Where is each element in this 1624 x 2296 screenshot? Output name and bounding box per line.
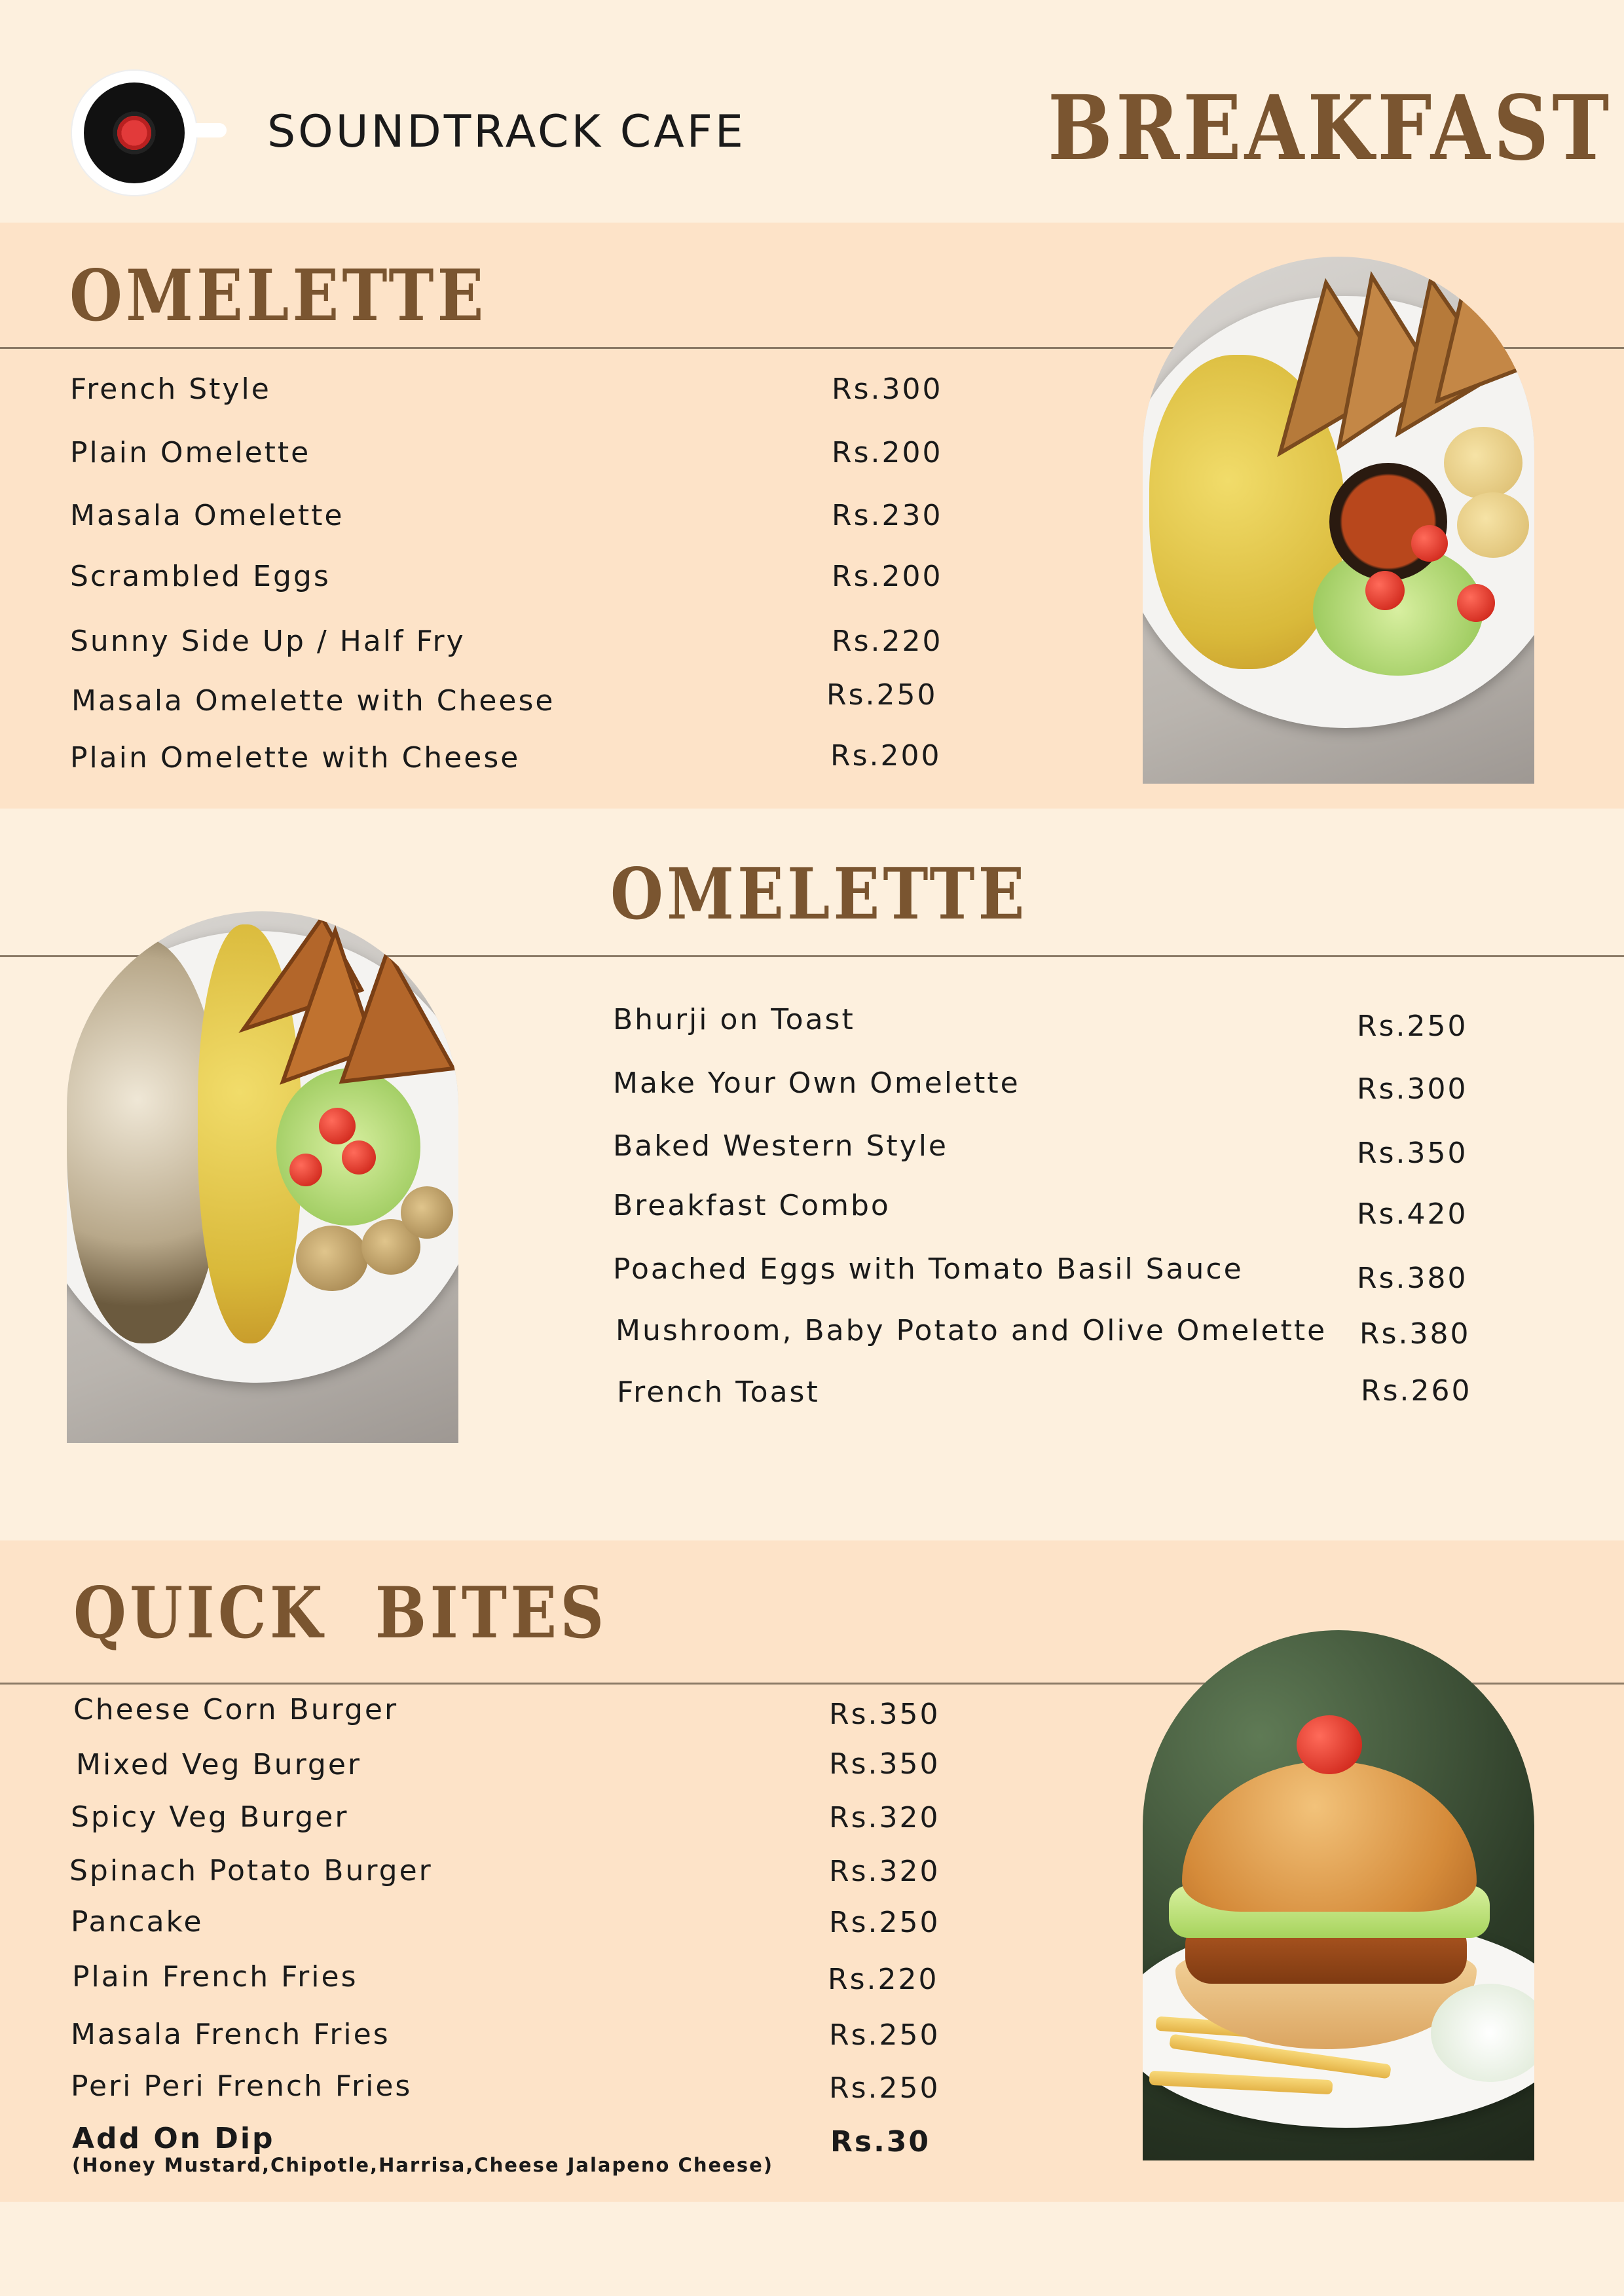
menu-item-price: Rs.230: [832, 499, 943, 532]
brand-name: SOUNDTRACK CAFE: [267, 106, 746, 158]
menu-item-price: Rs.220: [832, 625, 943, 658]
baby-potato: [401, 1186, 453, 1239]
menu-item-name: Baked Western Style: [613, 1129, 948, 1163]
menu-item-price: Rs.350: [1357, 1137, 1468, 1170]
cherry-tomato: [342, 1140, 376, 1175]
menu-item-price: Rs.200: [832, 560, 943, 593]
menu-item-price: Rs.350: [829, 1747, 940, 1781]
section-title-omelette-1: OMELETTE: [69, 255, 487, 337]
toast-slices: [1241, 270, 1529, 466]
add-on-dip-note: (Honey Mustard,Chipotle,Harrisa,Cheese Jalapeno Cheese): [72, 2154, 774, 2176]
menu-item-price: Rs.250: [1357, 1010, 1468, 1043]
menu-item-name: Plain Omelette with Cheese: [70, 741, 521, 774]
omelette-toast-photo: [67, 911, 458, 1443]
beans-bowl: [1329, 463, 1447, 581]
menu-item-price: Rs.350: [829, 1698, 940, 1731]
cherry-tomato: [1365, 571, 1405, 610]
menu-item-price: Rs.420: [1357, 1197, 1468, 1231]
menu-item-name: Plain Omelette: [70, 436, 311, 469]
page-title: BREAKFAST: [1048, 76, 1613, 181]
menu-item-price: Rs.200: [832, 436, 943, 469]
menu-item-price: Rs.380: [1357, 1262, 1468, 1295]
menu-item-name: Plain French Fries: [72, 1960, 358, 1994]
menu-item-name: French Toast: [617, 1376, 820, 1409]
menu-item-name: Scrambled Eggs: [70, 560, 331, 593]
menu-item-name: Masala French Fries: [71, 2018, 390, 2051]
logo-disc: [72, 71, 196, 195]
section-title-omelette-2: OMELETTE: [610, 853, 1028, 936]
menu-item-price: Rs.380: [1359, 1317, 1471, 1351]
menu-item-name: Pancake: [71, 1905, 204, 1939]
menu-item-price: Rs.250: [829, 2071, 940, 2105]
add-on-dip-price: Rs.30: [830, 2125, 931, 2159]
burger-photo: [1143, 1630, 1534, 2160]
menu-item-name: Sunny Side Up / Half Fry: [70, 625, 466, 658]
potato-chip: [1457, 492, 1529, 558]
cherry-tomato: [1297, 1715, 1362, 1774]
menu-item-price: Rs.320: [829, 1801, 940, 1834]
menu-item-name: Cheese Corn Burger: [73, 1693, 399, 1726]
menu-item-name: Bhurji on Toast: [613, 1003, 855, 1036]
menu-item-price: Rs.250: [829, 1906, 940, 1939]
menu-item-name: Masala Omelette with Cheese: [71, 684, 555, 718]
menu-item-price: Rs.260: [1361, 1374, 1472, 1408]
vinyl-record-icon: [84, 82, 185, 183]
menu-item-name: French Style: [70, 373, 271, 406]
cherry-tomato: [319, 1108, 356, 1144]
toast-slices: [231, 911, 458, 1108]
menu-item-price: Rs.300: [1357, 1072, 1468, 1106]
menu-item-name: Spicy Veg Burger: [71, 1800, 349, 1834]
omelette-plate-photo: [1143, 257, 1534, 784]
menu-item-name: Breakfast Combo: [613, 1189, 891, 1222]
menu-item-price: Rs.250: [829, 2018, 940, 2052]
menu-item-price: Rs.320: [829, 1855, 940, 1888]
menu-item-name: Spinach Potato Burger: [69, 1854, 433, 1887]
cherry-tomato: [289, 1154, 322, 1186]
menu-item-name: Mushroom, Baby Potato and Olive Omelette: [616, 1314, 1327, 1347]
baby-potato: [296, 1226, 368, 1291]
menu-item-name: Mixed Veg Burger: [76, 1748, 362, 1781]
menu-item-name: Poached Eggs with Tomato Basil Sauce: [613, 1252, 1244, 1286]
menu-item-name: Masala Omelette: [70, 499, 344, 532]
menu-item-price: Rs.220: [828, 1963, 939, 1996]
cherry-tomato: [1457, 584, 1495, 622]
menu-item-price: Rs.200: [830, 739, 942, 773]
cherry-tomato: [1411, 525, 1448, 562]
add-on-dip-name: Add On Dip: [72, 2122, 275, 2155]
menu-item-price: Rs.250: [826, 678, 938, 712]
logo-arm: [190, 123, 227, 137]
menu-item-name: Peri Peri French Fries: [71, 2069, 413, 2103]
menu-item-price: Rs.300: [832, 373, 943, 406]
section-title-quick-bites: QUICK BITES: [73, 1572, 608, 1654]
menu-item-name: Make Your Own Omelette: [613, 1066, 1020, 1100]
